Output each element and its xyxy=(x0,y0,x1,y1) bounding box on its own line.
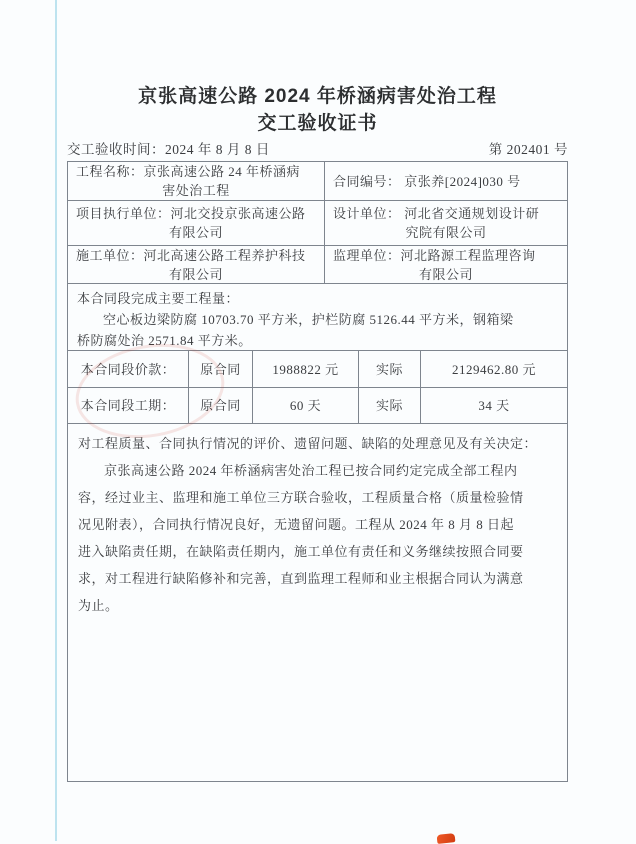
supervision-unit-cell xyxy=(325,246,567,283)
construction-unit-line1: 施工单位：河北高速公路工程养护科技 xyxy=(76,247,306,263)
construction-unit-line2: 有限公司 xyxy=(168,266,223,282)
evaluation-line: 容，经过业主、监理和施工单位三方联合验收，工程质量合格（质量检验情 xyxy=(78,490,524,505)
design-unit-line2: 究院有限公司 xyxy=(405,225,487,240)
row-units-1 xyxy=(68,201,567,246)
duration-label: 本合同段工期： xyxy=(68,388,189,423)
quantities-header: 本合同段完成主要工程量： xyxy=(77,291,240,306)
row-quantities xyxy=(68,284,567,351)
project-name-line2: 害处治工程 xyxy=(162,183,230,198)
document-title-line2: 交工验收证书 xyxy=(257,113,378,134)
evaluation-line: 求，对工程进行缺陷修补和完善，直到监理工程师和业主根据合同认为满意 xyxy=(78,571,524,586)
contract-number-cell xyxy=(325,162,567,200)
design-unit-line1: 设计单位： 河北省交通规划设计研 xyxy=(333,206,540,221)
supervision-unit-line1: 监理单位：河北路源工程监理咨询 xyxy=(333,247,536,263)
price-original-label: 原合同 xyxy=(189,351,253,387)
red-stamp-fragment xyxy=(437,833,456,844)
document-title-line1: 京张高速公路 2024 年桥涵病害处治工程 xyxy=(138,86,497,107)
price-original-value: 1988822 元 xyxy=(253,351,359,387)
price-label: 本合同段价款： xyxy=(68,351,189,387)
certificate-number-text: 第 202401 号 xyxy=(488,142,568,157)
evaluation-header: 对工程质量、合同执行情况的评价、遗留问题、缺陷的处理意见及有关决定： xyxy=(78,436,538,451)
certificate-table xyxy=(67,161,568,782)
supervision-unit-line2: 有限公司 xyxy=(418,266,473,282)
executing-unit-line1: 项目执行单位：河北交投京张高速公路 xyxy=(76,206,306,221)
duration-actual-value: 34 天 xyxy=(478,398,510,413)
quantities-line2: 桥防腐处治 2571.84 平方米。 xyxy=(77,333,252,348)
executing-unit-cell xyxy=(68,201,325,245)
evaluation-line: 进入缺陷责任期，在缺陷责任期内，施工单位有责任和义务继续按照合同要 xyxy=(78,544,524,559)
duration-original-value: 60 天 xyxy=(253,388,359,423)
row-evaluation xyxy=(68,424,567,781)
evaluation-line: 况见附表），合同执行情况良好，无遗留问题。工程从 2024 年 8 月 8 日起 xyxy=(78,517,515,532)
meta-row xyxy=(67,137,568,158)
design-unit-cell xyxy=(325,201,567,245)
quantities-line1: 空心板边梁防腐 10703.70 平方米，护栏防腐 5126.44 平方米，钢箱梁 xyxy=(103,312,514,327)
row-units-2 xyxy=(68,246,567,284)
construction-unit-cell xyxy=(68,246,325,283)
price-actual-value: 2129462.80 元 xyxy=(451,361,536,377)
project-name-line1: 工程名称：京张高速公路 24 年桥涵病 xyxy=(76,164,301,179)
project-name-cell xyxy=(68,162,325,200)
scan-page-edge-line xyxy=(55,0,57,841)
acceptance-date-text: 交工验收时间：2024 年 8 月 8 日 xyxy=(67,142,270,157)
evaluation-line: 为止。 xyxy=(78,598,119,613)
evaluation-line: 京张高速公路 2024 年桥涵病害处治工程已按合同约定完成全部工程内 xyxy=(104,463,518,478)
row-project-name xyxy=(68,162,567,201)
duration-original-label: 原合同 xyxy=(189,388,253,423)
contract-number-text: 合同编号： 京张养[2024]030 号 xyxy=(333,173,521,189)
price-actual-label: 实际 xyxy=(359,351,421,387)
duration-actual-label: 实际 xyxy=(359,388,421,423)
executing-unit-line2: 有限公司 xyxy=(168,225,223,240)
